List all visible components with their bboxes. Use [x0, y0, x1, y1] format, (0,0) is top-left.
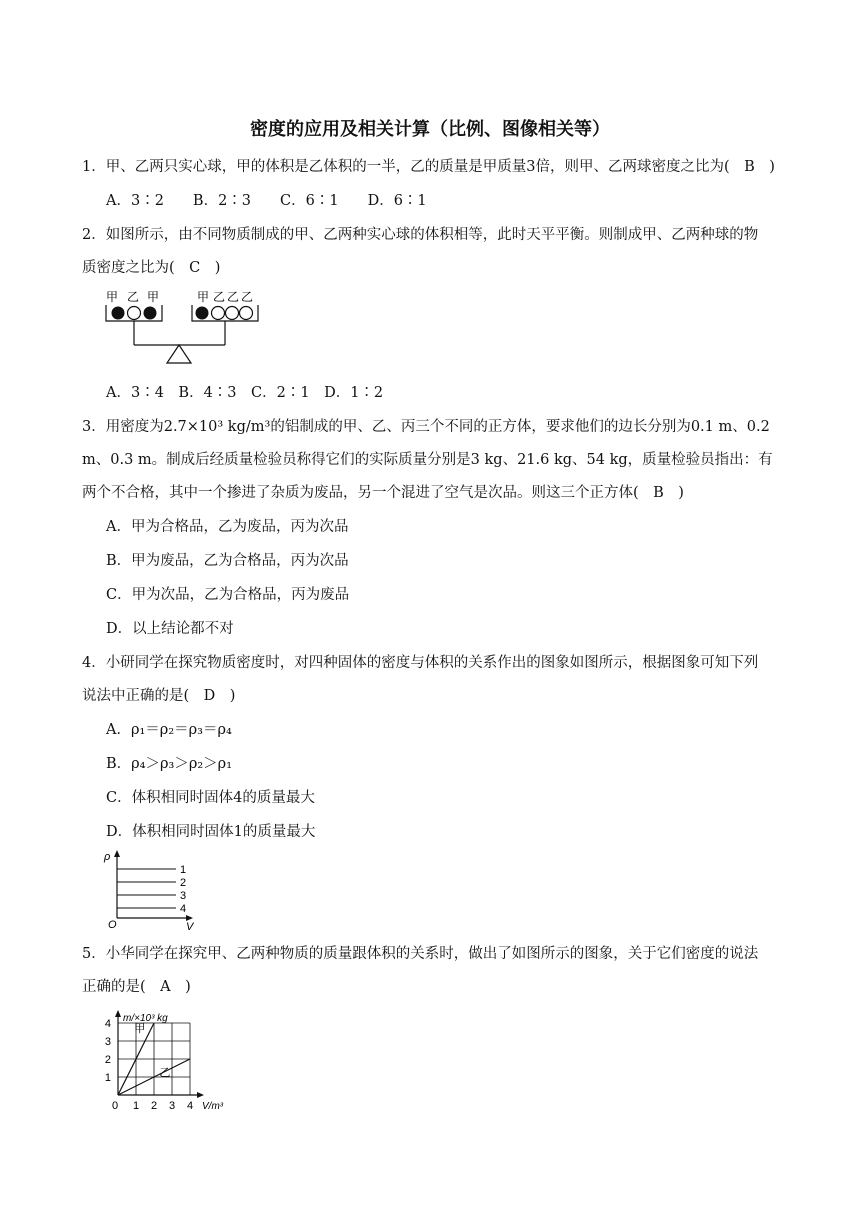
x-tick-label: 3	[168, 1100, 176, 1110]
left-pan-label: 甲	[146, 290, 160, 304]
series-label: 甲	[134, 1023, 146, 1035]
q4-option-d: D．体积相同时固体1的质量最大	[106, 824, 316, 840]
fulcrum	[167, 345, 191, 363]
q3-option-b: B．甲为废品，乙为合格品，丙为次品	[106, 553, 349, 569]
left-pan-label: 甲	[105, 290, 119, 304]
q2-stem-line2: 质密度之比为( C )	[82, 260, 221, 276]
x-tick-label: 0	[111, 1100, 119, 1110]
mass-volume-chart	[100, 1010, 230, 1110]
left-pan-label: 乙	[126, 290, 140, 304]
y-tick-label: 1	[104, 1072, 111, 1084]
density-volume-chart	[100, 848, 200, 930]
line-label: 1	[180, 864, 187, 876]
y-tick-label: 4	[104, 1018, 111, 1030]
q5-line1: 5．小华同学在探究甲、乙两种物质的质量跟体积的关系时，做出了如图所示的图象，关于它们密度的说法	[82, 946, 759, 962]
y-tick-label: 2	[104, 1054, 111, 1066]
ball-yi	[128, 307, 141, 320]
q3-line2: m、0.3 m。制成后经质量检验员称得它们的实际质量分别是3 kg、21.6 kg、54 kg，质量检验员指出：有	[82, 452, 773, 468]
y-tick-label: 3	[104, 1036, 111, 1048]
q2-stem-line1: 2．如图所示，由不同物质制成的甲、乙两种实心球的体积相等，此时天平平衡。则制成甲、乙两种球的物	[82, 227, 759, 243]
y-axis-arrow	[115, 1010, 121, 1017]
ball-yi	[226, 307, 239, 320]
x-axis-label: V/m³	[202, 1101, 224, 1110]
q4-option-b: B．ρ₄＞ρ₃＞ρ₂＞ρ₁	[106, 756, 233, 772]
y-axis-label: ρ	[104, 851, 111, 863]
ball-yi	[240, 307, 253, 320]
ball-jia	[112, 307, 125, 320]
ball-jia	[196, 307, 209, 320]
q4-line2: 说法中正确的是( D )	[82, 688, 236, 704]
page-title: 密度的应用及相关计算（比例、图像相关等）	[250, 119, 610, 140]
q3-line1: 3．用密度为2.7×10³ kg/m³的铝制成的甲、乙、丙三个不同的正方体，要求他们的边长分别为0.1 m、0.2	[82, 419, 770, 435]
q3-option-a: A．甲为合格品，乙为废品，丙为次品	[106, 519, 349, 535]
right-pan-label: 乙	[240, 290, 254, 304]
right-pan-label: 甲	[196, 290, 210, 304]
q5-line2: 正确的是( A )	[82, 979, 191, 995]
x-axis-arrow	[197, 1092, 204, 1098]
x-tick-label: 2	[150, 1100, 158, 1110]
q1-options: A．3∶2 B．2∶3 C．6∶1 D．6∶1	[106, 193, 427, 209]
right-pan-label: 乙	[226, 290, 240, 304]
x-axis-label: V	[186, 921, 194, 930]
q4-option-a: A．ρ₁＝ρ₂＝ρ₃＝ρ₄	[106, 722, 232, 738]
ball-yi	[212, 307, 225, 320]
q3-option-d: D．以上结论都不对	[106, 621, 234, 637]
line-label: 4	[180, 903, 187, 915]
q1-stem: 1．甲、乙两只实心球，甲的体积是乙体积的一半，乙的质量是甲质量3倍，则甲、乙两球密度之比为( B )	[82, 159, 775, 175]
q4-option-c: C．体积相同时固体4的质量最大	[106, 790, 315, 806]
balance-figure	[100, 285, 270, 370]
line-label: 2	[180, 877, 187, 889]
series-label: 乙	[159, 1067, 171, 1080]
ball-jia	[144, 307, 157, 320]
y-axis-label: m/×10³ kg	[123, 1013, 168, 1024]
q2-options: A．3∶4 B．4∶3 C．2∶1 D．1∶2	[106, 385, 384, 401]
line-label: 3	[180, 890, 187, 902]
right-pan-label: 乙	[212, 290, 226, 304]
x-tick-label: 4	[186, 1100, 194, 1110]
q3-line3: 两个不合格，其中一个掺进了杂质为废品，另一个混进了空气是次品。则这三个正方体( B )	[82, 485, 684, 501]
x-tick-label: 1	[132, 1100, 140, 1110]
origin-label: O	[108, 919, 117, 930]
q3-option-c: C．甲为次品，乙为合格品，丙为废品	[106, 587, 350, 603]
q4-line1: 4．小研同学在探究物质密度时，对四种固体的密度与体积的关系作出的图象如图所示，根据图象可知下列	[82, 655, 759, 671]
